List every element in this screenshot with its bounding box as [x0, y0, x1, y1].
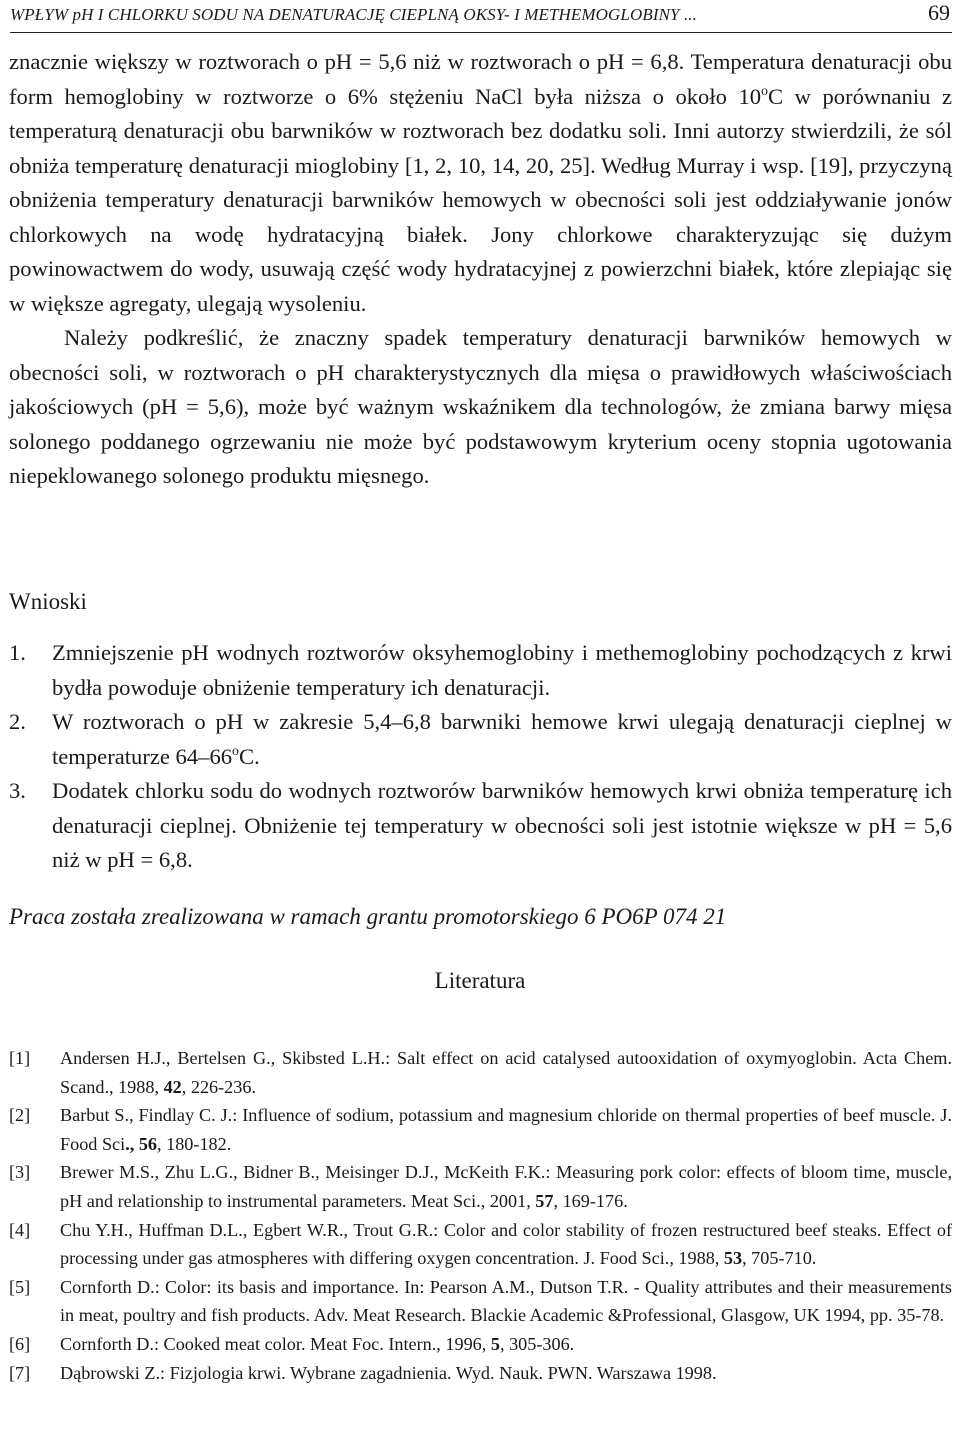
reference-number: [5]: [9, 1276, 31, 1297]
page-number: 69: [928, 0, 950, 25]
paragraph-salt-effect: [9, 45, 952, 321]
conclusion-text-end: C.: [239, 743, 260, 769]
reference-item: [9, 1359, 952, 1388]
degree-superscript: o: [761, 83, 769, 99]
conclusion-item: [9, 774, 952, 878]
reference-text: Brewer M.S., Zhu L.G., Bidner B., Meisinger D.J., McKeith F.K.: Measuring pork color: effects of bloom time, muscle, pH and relationship to instrumental parameters. Meat Sci., 2001,: [60, 1162, 952, 1211]
reference-number: [7]: [9, 1362, 31, 1383]
reference-item: [9, 1101, 952, 1158]
reference-text: Dąbrowski Z.: Fizjologia krwi. Wybrane zagadnienia. Wyd. Nauk. PWN. Warszawa 1998.: [60, 1362, 717, 1383]
reference-volume: 57: [535, 1190, 554, 1211]
conclusion-item: [9, 636, 952, 705]
reference-text: Andersen H.J., Bertelsen G., Skibsted L.H.: Salt effect on acid catalysed autooxidation of oxymyoglobin. Acta Chem. Scand., 1988,: [60, 1048, 952, 1097]
reference-text: Cornforth D.: Color: its basis and importance. In: Pearson A.M., Dutson T.R. - Quality attributes and their measurements in meat, poultry and fish products. Adv. Meat Research. Blackie Academic &Professional, Glasgow, UK 1994, pp. 35-78.: [60, 1276, 952, 1326]
running-header: [10, 0, 952, 33]
conclusion-text: Zmniejszenie pH wodnych roztworów oksyhemoglobiny i methemoglobiny pochodzących z krwi bydła powoduje obniżenie temperatury ich denaturacji.: [52, 640, 952, 700]
reference-item: [9, 1216, 952, 1273]
reference-item: [9, 1158, 952, 1215]
reference-item: [9, 1273, 952, 1330]
conclusion-item: [9, 705, 952, 774]
reference-number: [6]: [9, 1333, 31, 1354]
conclusion-number: 2.: [9, 709, 26, 734]
reference-number: [1]: [9, 1048, 31, 1068]
reference-item: [9, 1044, 952, 1101]
conclusion-text: W roztworach o pH w zakresie 5,4–6,8 barwniki hemowe krwi ulegają denaturacji cieplnej w temperaturze 64–66: [52, 709, 952, 769]
reference-volume: 42: [163, 1076, 182, 1097]
reference-number: [3]: [9, 1162, 31, 1183]
paragraph-technology-note: Należy podkreślić, że znaczny spadek temperatury denaturacji barwników hemowych w obecności soli, w roztworach o pH charakterystycznych dla mięsa o prawidłowych właściwościach jakościowych (pH = 5,6), może być ważnym wskaźnikem dla technologów, że zmiana barwy mięsa solonego poddanego ogrzewaniu nie może być podstawowym kryterium oceny stopnia ugotowania niepeklowanego solonego produktu mięsnego.: [9, 325, 952, 488]
conclusion-number: 3.: [9, 778, 26, 803]
reference-text: Chu Y.H., Huffman D.L., Egbert W.R., Trout G.R.: Color and color stability of frozen restructured beef steaks. Effect of processing under gas atmospheres with differing oxygen concentration. J. Food Sci., 1988,: [60, 1219, 952, 1269]
reference-volume: ., 56: [125, 1133, 158, 1154]
reference-volume: 5: [490, 1333, 500, 1354]
grant-note: Praca została zrealizowana w ramach grantu promotorskiego 6 PO6P 074 21: [9, 904, 727, 929]
reference-pages: , 226-236.: [181, 1076, 257, 1097]
running-title: WPŁYW pH I CHLORKU SODU NA DENATURACJĘ CIEPLNĄ OKSY- I METHEMOGLOBINY ...: [10, 5, 697, 24]
degree-superscript: o: [232, 743, 240, 759]
reference-pages: , 305-306.: [499, 1333, 575, 1354]
reference-text: Barbut S., Findlay C. J.: Influence of sodium, potassium and magnesium chloride on thermal properties of beef muscle. J. Food Sci: [60, 1105, 952, 1154]
conclusion-text: Dodatek chlorku sodu do wodnych roztworów barwników hemowych krwi obniża temperaturę ich denaturacji cieplnej. Obniżenie tej temperatury w obecności soli jest istotnie większe w pH = 5,6 niż w pH = 6,8.: [52, 778, 952, 872]
conclusion-number: 1.: [9, 640, 26, 665]
reference-number: [4]: [9, 1219, 31, 1240]
reference-text: Cornforth D.: Cooked meat color. Meat Foc. Intern., 1996,: [60, 1333, 491, 1354]
conclusions-heading: Wnioski: [9, 589, 87, 614]
reference-pages: , 705-710.: [742, 1248, 817, 1269]
reference-list: [9, 1044, 952, 1387]
reference-item: [9, 1330, 952, 1359]
reference-volume: 53: [723, 1248, 743, 1269]
reference-pages: , 169-176.: [553, 1190, 628, 1211]
conclusions-list: [9, 636, 952, 878]
reference-pages: , 180-182.: [157, 1133, 232, 1154]
paragraph-text: znacznie większy w roztworach o pH = 5,6 niż w roztworach o pH = 6,8. Temperatura denaturacji obu form hemoglobiny w roztworze o 6% stężeniu NaCl była niższa o około 10: [9, 49, 952, 109]
reference-number: [2]: [9, 1105, 31, 1126]
body-text: [9, 45, 952, 494]
paragraph-text: C w porównaniu z temperaturą denaturacji obu barwników w roztworach bez dodatku soli. Inni autorzy stwierdzili, że sól obniża temperaturę denaturacji mioglobiny [1, 2, 10, 14, 20, 25]. Według Murray i wsp. [19], przyczyną obniżenia temperatury denaturacji barwników hemowych w obecności soli jest oddziaływanie jonów chlorkowych na wodę hydratacyjną białek. Jony chlorkowe charakteryzując się dużym powinowactwem do wody, usuwają część wody hydratacyjnej z powierzchni białek, które zlepiając się w większe agregaty, ulegają wysoleniu.: [9, 83, 952, 316]
literature-heading: Literatura: [434, 968, 526, 993]
